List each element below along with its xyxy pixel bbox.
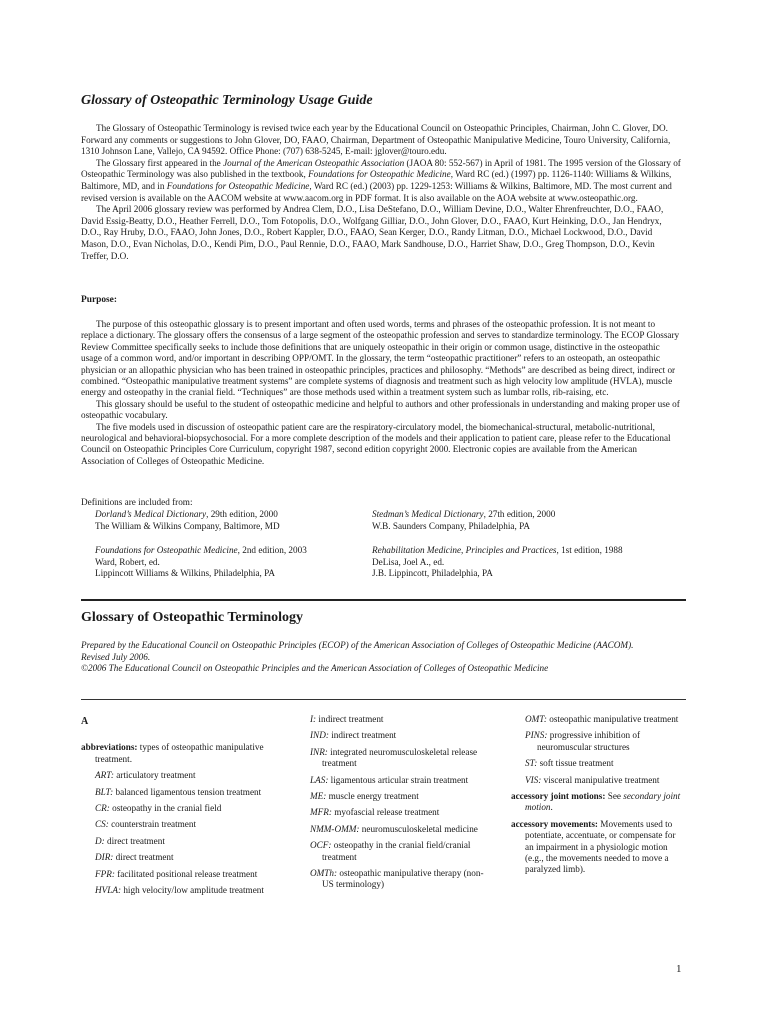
book-title-1997: Foundations for Osteopathic Medicine — [308, 169, 451, 180]
abbreviation: ME: — [310, 791, 327, 802]
abbreviation-item — [95, 770, 266, 781]
usage-guide-title: Glossary of Osteopathic Terminology Usage Guide — [81, 93, 373, 108]
abbreviation-item — [95, 803, 266, 814]
glossary-entry-accessory-joint-motions — [511, 791, 686, 814]
abbreviation: FPR: — [95, 868, 115, 879]
definitions-intro: Definitions are included from: — [81, 497, 193, 507]
abbreviation: OCF: — [310, 840, 332, 851]
source-dorlands — [95, 509, 280, 532]
source-edition: , 27th edition, 2000 — [483, 509, 556, 519]
abbreviation-meaning: facilitated positional release treatment — [114, 868, 258, 879]
abbreviation: CR: — [95, 803, 110, 814]
abbreviation-item — [310, 775, 488, 786]
abbreviation: IND: — [310, 730, 329, 741]
section-letter: A — [81, 716, 89, 727]
abbreviation-item — [525, 730, 686, 753]
source-edition: , 1st edition, 1988 — [556, 545, 623, 555]
purpose-section — [81, 319, 681, 467]
source-rehabilitation — [372, 545, 623, 580]
entry-term: accessory movements: — [511, 818, 598, 829]
abbreviation-meaning: direct treatment — [113, 852, 174, 863]
entry-term: accessory joint motions: — [511, 791, 606, 802]
abbreviation-item — [95, 869, 266, 880]
abbreviation-item — [310, 868, 488, 891]
abbreviation: DIR: — [95, 852, 114, 863]
source-edition: , 29th edition, 2000 — [206, 509, 278, 519]
prepared-by: Prepared by the Educational Council on Osteopathic Principles (ECOP) of the American Association of Colleges of Osteopathic Medicine (AACOM). — [81, 640, 634, 650]
abbreviation: HVLA: — [95, 885, 122, 896]
source-title: Rehabilitation Medicine, Principles and Practices — [372, 545, 557, 555]
abbreviation-meaning: balanced ligamentous tension treatment — [113, 786, 262, 797]
intro-paragraph-reviewers: The April 2006 glossary review was performed by Andrea Clem, D.O., Lisa DeStefano, D.O., William Devine, D.O., Walter Ehrenfreuchter, D.O., FAAO, David Essig-Beatty, D.O., Heather Ferrell, D.O., Tom Fotopolis, D.O., Wolfgang Gilliar, D.O., John Glover, D.O., FAAO, Kurt Heinking, D.O., Jan Hendryx, D.O., Ray Hruby, D.O., FAAO, John Jones, D.O., Robert Kappler, D.O., FAAO, Sean Kerger, D.O., Randy Litman, D.O., Michael Lockwood, D.O., David Mason, D.O., Evan Nicholas, D.O., Kendi Pim, D.O., Paul Rennie, D.O., FAAO, Mark Sandhouse, D.O., Harriet Shaw, D.O., Greg Thompson, D.O., Kevin Treffer, D.O. — [81, 204, 664, 261]
abbreviation-item — [95, 836, 266, 847]
entry-definition: See — [605, 791, 624, 802]
glossary-column-3 — [511, 714, 686, 881]
abbreviation-item — [310, 807, 488, 818]
revision-date: Revised July 2006. — [81, 651, 151, 662]
glossary-entry-abbreviations — [81, 742, 266, 765]
abbreviation-item — [310, 791, 488, 802]
source-editor: DeLisa, Joel A., ed. — [372, 556, 445, 567]
abbreviation-item — [95, 885, 266, 896]
cross-reference: secondary joint motion — [525, 791, 681, 813]
entry-term: abbreviations: — [81, 742, 138, 753]
usage-guide-intro — [81, 123, 681, 262]
entry-end: . — [550, 802, 553, 813]
source-title-line — [95, 509, 280, 521]
abbreviation: OMT: — [525, 714, 547, 724]
purpose-paragraph-usefulness: This glossary should be useful to the student of osteopathic medicine and helpful to authors and other professionals in understanding and making proper use of osteopathic vocabulary. — [81, 398, 680, 421]
glossary-column-1 — [81, 714, 266, 901]
source-title: Foundations for Osteopathic Medicine — [95, 545, 238, 555]
abbreviation-meaning: integrated neuromusculoskeletal release treatment — [322, 746, 478, 769]
abbreviation-meaning: osteopathic manipulative treatment — [546, 714, 679, 724]
entry-definition: types of osteopathic manipulative treatment. — [95, 742, 264, 764]
book-title-2003: Foundations for Osteopathic Medicine — [166, 180, 310, 191]
abbreviation-item — [310, 824, 488, 835]
abbreviation-item — [525, 775, 686, 786]
source-foundations — [95, 545, 307, 580]
purpose-paragraph-main: The purpose of this osteopathic glossary is to present important and often used words, terms and phrases of the osteopathic profession. It is not meant to replace a dictionary. The glossary offers the consensus of a large segment of the osteopathic profession and serves to standardize terminology. The ECOP Glossary Review Committee specifically seeks to include those definitions that are uniquely osteopathic in their origin or common usage, distinctive in the osteopathic usage of a common word, and/or important in describing OPP/OMT. In the glossary, the term “osteopathic practitioner” refers to an osteopath, an osteopathic physician or an allopathic physician who has been trained in osteopathic principles, practices and philosophy. “Methods” are described as being direct, indirect or combined. “Osteopathic manipulative treatment systems” are complete systems of diagnosis and treatment such as high velocity low amplitude (HVLA), muscle energy and osteopathy in the cranial field. “Techniques” are those methods used within a treatment system such as lumbar rolls, rib-raising, etc. — [81, 319, 680, 398]
abbreviation-meaning: osteopathy in the cranial field — [109, 803, 222, 814]
history-text-d: , Ward RC (ed.) (2003) pp. 1229-1253: Williams & Wilkins, Baltimore, MD. The most current and revised version is available on the AACOM website at www.aacom.org in PDF format. It is also available on the AOA website at www.osteopathic.org. — [81, 180, 672, 203]
abbreviation-meaning: osteopathy in the cranial field/cranial treatment — [322, 840, 471, 862]
source-publisher: The William & Wilkins Company, Baltimore, MD — [95, 520, 280, 531]
abbreviation-meaning: indirect treatment — [316, 714, 384, 724]
section-divider — [81, 599, 686, 601]
glossary-title: Glossary of Osteopathic Terminology — [81, 610, 304, 625]
abbreviation-item — [95, 819, 266, 830]
glossary-entry-accessory-movements — [511, 819, 686, 876]
source-title: Stedman’s Medical Dictionary — [372, 509, 484, 519]
abbreviation: OMTh: — [310, 868, 338, 879]
abbreviation: MFR: — [310, 807, 332, 818]
abbreviation: I: — [310, 714, 317, 724]
abbreviation: ST: — [525, 758, 538, 769]
source-publisher: Lippincott Williams & Wilkins, Philadelphia, PA — [95, 568, 276, 579]
abbreviation: BLT: — [95, 786, 114, 797]
abbreviation: LAS: — [310, 774, 329, 785]
abbreviation-meaning: high velocity/low amplitude treatment — [121, 885, 264, 896]
abbreviation-meaning: visceral manipulative treatment — [541, 774, 660, 785]
glossary-divider — [81, 699, 686, 700]
abbreviation-meaning: progressive inhibition of neuromuscular structures — [537, 730, 641, 752]
abbreviation-meaning: counterstrain treatment — [108, 819, 197, 830]
abbreviation-meaning: ligamentous articular strain treatment — [328, 774, 469, 785]
abbreviation-item — [525, 714, 686, 725]
abbreviation: NMM-OMM: — [310, 823, 360, 834]
source-title-line — [372, 545, 623, 557]
abbreviation-meaning: indirect treatment — [328, 730, 397, 741]
abbreviation-item — [95, 787, 266, 798]
history-text-a: The Glossary first appeared in the — [96, 157, 224, 168]
abbreviation-meaning: osteopathic manipulative therapy (non-US terminology) — [322, 868, 484, 890]
abbreviation: INR: — [310, 746, 328, 757]
source-title-line — [95, 545, 307, 557]
abbreviation-meaning: soft tissue treatment — [537, 758, 614, 769]
glossary-column-2 — [310, 714, 488, 896]
purpose-paragraph-models: The five models used in discussion of osteopathic patient care are the respiratory-circulatory model, the biomechanical-structural, metabolic-nutritional, neurological and behavioral-biopsychosocial. For a more complete description of the models and their application to patient care, please refer to the Educational Council on Osteopathic Principles Core Curriculum, copyright 1987, second edition copyright 2000. Electronic copies are available from the American Association of Colleges of Osteopathic Medicine. — [81, 421, 671, 466]
source-publisher: W.B. Saunders Company, Philadelphia, PA — [372, 520, 530, 531]
abbreviation-item — [95, 852, 266, 863]
page-number: 1 — [676, 963, 682, 975]
abbreviation-item — [310, 714, 488, 725]
abbreviation-meaning: direct treatment — [104, 835, 165, 846]
abbreviation-item — [310, 747, 488, 770]
entry-definition: Movements used to potentiate, accentuate, or compensate for an impairment in a physiologic motion (e.g., the movements needed to move a paralyzed limb). — [525, 818, 676, 875]
abbreviation-meaning: neuromusculoskeletal medicine — [359, 823, 478, 834]
abbreviation-meaning: myofascial release treatment — [331, 807, 440, 818]
abbreviation: ART: — [95, 770, 114, 781]
history-text-c: , Ward RC (ed.) (1997) pp. 1126-1140: Williams & Wilkins, Baltimore, MD, and in — [81, 169, 672, 191]
source-stedmans — [372, 509, 555, 532]
intro-paragraph-history — [81, 158, 681, 204]
copyright-notice: ©2006 The Educational Council on Osteopathic Principles and the American Association of Colleges of Osteopathic Medicine — [81, 663, 549, 674]
source-editor: Ward, Robert, ed. — [95, 556, 160, 567]
history-text-b: (JAOA 80: 552-567) in April of 1981. The 1995 version of the Glossary of Osteopathic Terminology was also published in the textbook, — [81, 157, 681, 180]
source-title: Dorland’s Medical Dictionary — [95, 509, 207, 519]
intro-paragraph-revision: The Glossary of Osteopathic Terminology is revised twice each year by the Educational Council on Osteopathic Principles, Chairman, John C. Glover, DO. Forward any comments or suggestions to John Glover, DO, FAAO, Chairman, Department of Osteopathic Manipulative Medicine, Touro University, California, 1310 Johnson Lane, Vallejo, CA 94592. Office Phone: (707) 638-5245, E-mail: jglover@touro.edu. — [81, 123, 671, 157]
abbreviation-item — [525, 758, 686, 769]
abbreviation-meaning: articulatory treatment — [113, 770, 196, 781]
source-edition: , 2nd edition, 2003 — [237, 545, 307, 555]
source-publisher: J.B. Lippincott, Philadelphia, PA — [372, 568, 493, 579]
abbreviation-meaning: muscle energy treatment — [326, 791, 419, 802]
journal-title: Journal of the American Osteopathic Association — [223, 157, 405, 168]
abbreviation: VIS: — [525, 774, 542, 785]
abbreviation: D: — [95, 835, 105, 846]
source-title-line — [372, 509, 555, 521]
abbreviation-item — [310, 840, 488, 863]
abbreviation: CS: — [95, 819, 109, 830]
abbreviation-item — [310, 730, 488, 741]
purpose-heading: Purpose: — [81, 295, 117, 305]
abbreviation: PINS: — [525, 730, 548, 741]
glossary-credits — [81, 640, 681, 675]
